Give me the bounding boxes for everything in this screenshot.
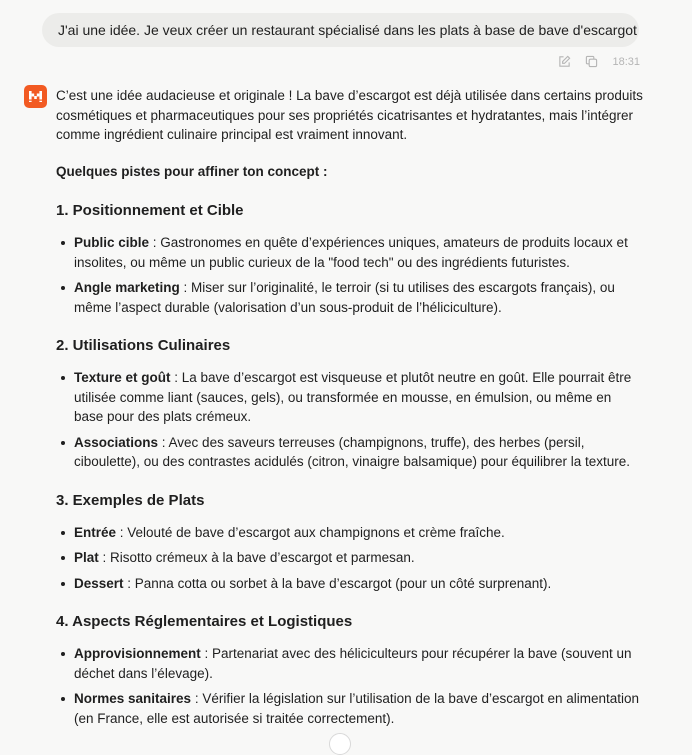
section-list [56, 644, 644, 728]
copy-icon[interactable] [585, 55, 598, 68]
section-heading: 3. Exemples de Plats [56, 491, 205, 509]
response-intro: C’est une idée audacieuse et originale ! La bave d’escargot est déjà utilisée dans certains produits cosmétiques et pharmaceutiques pour ses propriétés cicatrisantes et hydratantes, mais l’intégrer comme ingrédient culinaire principal est vraiment innovant. [56, 88, 643, 142]
user-message-bubble [42, 13, 639, 47]
item-text: : Panna cotta ou sorbet à la bave d’escargot (pour un côté surprenant). [123, 575, 552, 591]
response-subtitle: Quelques pistes pour affiner ton concept : [56, 163, 328, 179]
list-item [56, 548, 644, 568]
edit-icon[interactable] [558, 55, 571, 68]
list-item [56, 433, 644, 472]
item-term: Public cible [74, 235, 150, 250]
assistant-response [56, 86, 644, 747]
item-term: Approvisionnement [74, 646, 201, 661]
mistral-logo-icon [24, 85, 47, 108]
item-term: Texture et goût [74, 370, 171, 385]
list-item [56, 278, 644, 317]
item-text: : Partenariat avec des héliciculteurs pour récupérer la bave (souvent un déchet dans l’élevage). [74, 646, 632, 681]
section-list [56, 233, 644, 317]
list-item [56, 644, 644, 683]
list-item [56, 233, 644, 272]
item-text: : Risotto crémeux à la bave d’escargot et parmesan. [98, 550, 415, 565]
section-heading: 4. Aspects Réglementaires et Logistiques [56, 613, 353, 630]
list-item [56, 574, 644, 594]
user-message-text: J'ai une idée. Je veux créer un restaurant spécialisé dans les plats à base de bave d'escargot [58, 22, 637, 38]
message-actions [558, 55, 640, 68]
scroll-down-icon[interactable] [329, 733, 351, 755]
item-text: : Avec des saveurs terreuses (champignons, truffe), des herbes (persil, ciboulette), ou des contrastes acidulés (citron, vinaigre balsamique) pour équilibrer la texture. [74, 434, 631, 469]
section-heading: 1. Positionnement et Cible [56, 202, 244, 219]
section-list [56, 523, 644, 594]
section-list [56, 368, 644, 472]
item-text: : Gastronomes en quête d’expériences uniques, amateurs de produits locaux et insolites, ou même un public curieux de la "food tech" ou des ingrédients futuristes. [74, 235, 628, 270]
item-term: Dessert [74, 575, 124, 591]
item-text: : Velouté de bave d’escargot aux champignons et crème fraîche. [116, 524, 505, 540]
item-text: : Miser sur l’originalité, le terroir (si tu utilises des escargots français), ou même l’aspect durable (valorisation d’un sous-produit de l’héliciculture). [74, 280, 615, 315]
item-text: : Vérifier la législation sur l’utilisation de la bave d’escargot en alimentation (en France, elle est autorisée si traitée correctement). [74, 691, 640, 726]
item-term: Associations [74, 434, 159, 450]
item-term: Angle marketing [74, 280, 180, 295]
item-text: : La bave d’escargot est visqueuse et plutôt neutre en goût. Elle pourrait être utilisée comme liant (sauces, gels), ou transformée en mousse, en émulsion, ou même en base pour des plats crémeux. [74, 370, 632, 424]
item-term: Normes sanitaires [74, 691, 192, 706]
item-term: Entrée [74, 524, 117, 540]
list-item [56, 368, 644, 427]
list-item [56, 689, 644, 728]
item-term: Plat [74, 550, 99, 565]
message-time: 18:31 [612, 55, 640, 68]
section-heading: 2. Utilisations Culinaires [56, 337, 231, 354]
list-item [56, 523, 644, 543]
